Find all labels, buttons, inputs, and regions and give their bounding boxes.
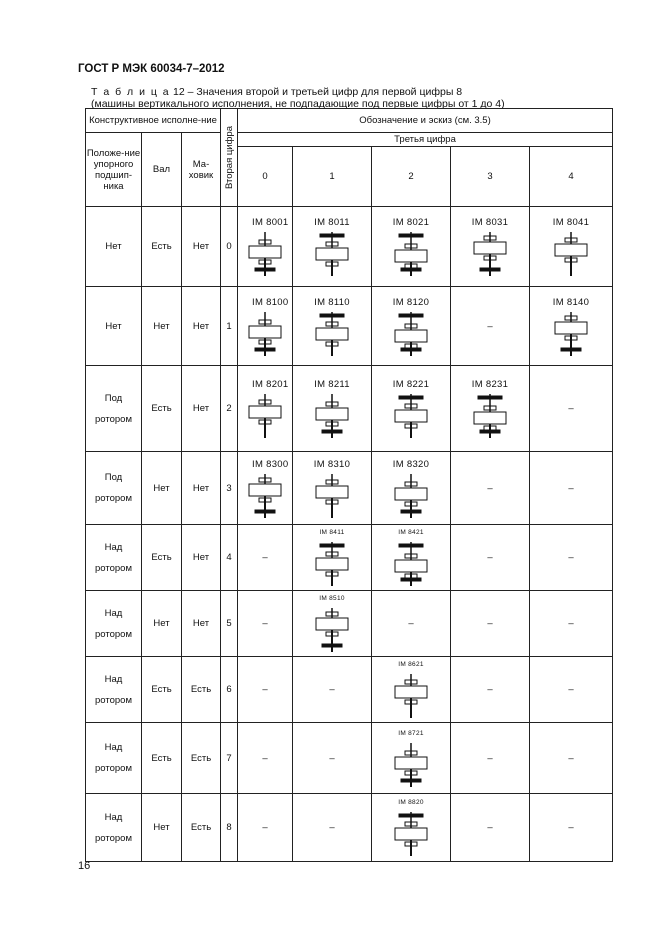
empty-designation-cell [451,525,530,591]
designation-cell [293,525,372,591]
machine-sketch-icon [389,230,433,280]
bearing-position-cell [86,591,142,657]
empty-designation-cell [238,591,293,657]
third-digit-2: 2 [372,147,451,207]
shaft-cell: Есть [142,207,182,287]
im-code-label: IM 8201 [252,379,289,390]
empty-designation-cell [372,591,451,657]
im-code-label: IM 8100 [252,296,289,308]
flywheel-cell: Есть [182,657,221,723]
caption-line-1: 12 – Значения второй и третьей цифр для первой цифры 8 [173,86,463,98]
second-digit-cell: 0 [221,207,238,287]
empty-designation-cell [530,452,613,525]
im-code-label: IM 8120 [392,296,430,308]
dash-text: – [568,618,574,629]
empty-designation-cell [451,723,530,794]
bearing-position-text: ротором [95,562,132,574]
empty-designation-cell [530,794,613,862]
table-caption [91,86,505,110]
bearing-position-cell [86,366,142,452]
shaft-cell: Есть [142,525,182,591]
table-row [86,525,613,591]
machine-sketch-icon [389,472,433,522]
bearing-position-text: Над [104,742,123,753]
flywheel-cell: Есть [182,723,221,794]
shaft-cell: Есть [142,366,182,452]
machine-sketch-icon [468,230,512,280]
empty-designation-cell [293,794,372,862]
header-third-digit: Третья цифра [238,133,613,147]
page-number: 16 [78,860,91,872]
bearing-position-text: Нет [105,241,122,252]
bearing-position-text: Над [104,811,123,823]
dash-text: – [487,752,493,764]
bearing-position-text: ротором [95,694,132,706]
dash-text: – [329,822,335,833]
third-digit-1: 1 [293,147,372,207]
machine-sketch-icon [310,540,354,590]
bearing-position-cell [86,525,142,591]
empty-designation-cell [530,657,613,723]
dash-text: – [568,482,574,494]
flywheel-cell: Нет [182,452,221,525]
bearing-position-cell [86,207,142,287]
designation-cell [372,723,451,794]
im-code-label: IM 8621 [398,661,424,668]
document-header: ГОСТ Р МЭК 60034-7–2012 [78,63,225,75]
empty-designation-cell [238,723,293,794]
im-code-label: IM 8231 [471,379,509,390]
table-row [86,207,613,287]
designation-cell [372,207,451,287]
bearing-position-text: ротором [95,832,132,844]
designation-cell [372,657,451,723]
header-bearing-position: Положе-ние упорного подшип-ника [86,133,142,207]
designation-cell [238,207,293,287]
dash-text: – [487,552,493,563]
second-digit-cell: 1 [221,287,238,366]
bearing-position-text: Над [104,607,123,619]
table-row [86,723,613,794]
table-row [86,657,613,723]
header-designation: Обозначение и эскиз (см. 3.5) [238,109,613,133]
machine-sketch-icon [468,392,512,442]
dash-text: – [262,752,268,764]
dash-text: – [568,752,574,764]
machine-sketch-icon [310,310,354,360]
empty-designation-cell [451,591,530,657]
header-design: Конструктивное исполне-ние [86,109,221,133]
dash-text: – [487,684,493,695]
designation-cell [372,794,451,862]
im-code-label: IM 8510 [319,595,345,602]
header-shaft: Вал [142,133,182,207]
machine-sketch-icon [389,810,433,860]
dash-text: – [487,320,493,332]
designation-cell [293,452,372,525]
im-code-label: IM 8310 [313,458,351,470]
im-code-label: IM 8820 [398,799,424,806]
dash-text: – [568,403,574,414]
bearing-position-text: Над [104,541,123,553]
machine-sketch-icon [243,472,287,522]
flywheel-cell: Нет [182,366,221,452]
bearing-position-cell [86,657,142,723]
designation-cell [238,366,293,452]
im-code-label: IM 8320 [392,458,430,470]
empty-designation-cell [530,591,613,657]
bearing-position-text: Нет [105,320,122,332]
machine-sketch-icon [243,392,287,442]
dash-text: – [568,552,574,563]
dash-text: – [568,822,574,833]
empty-designation-cell [451,794,530,862]
header-flywheel: Ма-ховик [182,133,221,207]
empty-designation-cell [293,723,372,794]
im-code-label: IM 8721 [398,729,424,737]
designation-cell [372,366,451,452]
machine-sketch-icon [389,741,433,791]
dash-text: – [568,684,574,695]
shaft-cell: Нет [142,452,182,525]
table-row [86,452,613,525]
second-digit-cell: 6 [221,657,238,723]
designation-cell [293,207,372,287]
im-code-label: IM 8140 [552,296,590,308]
im-code-label: IM 8211 [314,379,350,390]
dash-text: – [408,618,414,629]
dash-text: – [262,684,268,695]
designation-cell [293,591,372,657]
im-code-label: IM 8221 [392,379,430,390]
dash-text: – [487,822,493,833]
bearing-position-cell [86,452,142,525]
designation-cell [372,452,451,525]
bearing-position-cell [86,287,142,366]
empty-designation-cell [530,723,613,794]
shaft-cell: Нет [142,794,182,862]
machine-sketch-icon [389,540,433,590]
flywheel-cell: Есть [182,794,221,862]
third-digit-4: 4 [530,147,613,207]
bearing-position-cell [86,723,142,794]
machine-sketch-icon [389,392,433,442]
second-digit-cell: 2 [221,366,238,452]
second-digit-cell: 4 [221,525,238,591]
empty-designation-cell [451,657,530,723]
machine-sketch-icon [243,230,287,280]
im-code-label: IM 8031 [471,217,509,228]
third-digit-3: 3 [451,147,530,207]
bearing-position-text: Под [104,392,123,404]
empty-designation-cell [451,287,530,366]
shaft-cell: Нет [142,287,182,366]
table-row [86,287,613,366]
dash-text: – [262,822,268,833]
second-digit-cell: 5 [221,591,238,657]
empty-designation-cell [451,452,530,525]
machine-sketch-icon [389,310,433,360]
header-second-digit: Вторая цифра [221,109,238,207]
dash-text: – [329,752,335,764]
table-row [86,366,613,452]
flywheel-cell: Нет [182,525,221,591]
machine-sketch-icon [243,310,287,360]
im-code-label: IM 8300 [252,458,289,470]
im-code-label: IM 8021 [392,217,430,228]
third-digit-0: 0 [238,147,293,207]
designation-cell [451,207,530,287]
im-code-label: IM 8041 [552,217,590,228]
designation-cell [238,287,293,366]
caption-line-2: (машины вертикального исполнения, не подпадающие под первые цифры от 1 до 4) [91,98,505,110]
shaft-cell: Есть [142,723,182,794]
im-code-label: IM 8011 [314,217,350,228]
machine-sketch-icon [549,230,593,280]
machine-sketch-icon [310,392,354,442]
bearing-position-text: ротором [95,763,132,774]
table-row [86,794,613,862]
designation-cell [530,207,613,287]
bearing-position-cell [86,794,142,862]
designation-cell [451,366,530,452]
flywheel-cell: Нет [182,591,221,657]
im-code-label: IM 8001 [252,217,289,228]
second-digit-cell: 7 [221,723,238,794]
flywheel-cell: Нет [182,207,221,287]
im-code-label: IM 8411 [319,529,345,536]
dash-text: – [487,618,493,629]
empty-designation-cell [238,657,293,723]
machine-sketch-icon [310,472,354,522]
bearing-position-text: ротором [95,628,132,640]
designation-cell [293,287,372,366]
bearing-position-text: Под [104,472,123,483]
caption-prefix: Т а б л и ц а [91,86,171,98]
designation-cell [372,287,451,366]
designation-cell [530,287,613,366]
empty-designation-cell [530,525,613,591]
dash-text: – [487,482,493,494]
empty-designation-cell [238,794,293,862]
machine-sketch-icon [310,230,354,280]
empty-designation-cell [530,366,613,452]
bearing-position-text: Над [104,673,123,685]
bearing-position-text: ротором [95,493,132,504]
designation-cell [372,525,451,591]
second-digit-cell: 8 [221,794,238,862]
dash-text: – [329,684,335,695]
shaft-cell: Нет [142,591,182,657]
machine-sketch-icon [549,310,593,360]
machine-sketch-icon [389,672,433,722]
flywheel-cell: Нет [182,287,221,366]
machine-sketch-icon [310,606,354,656]
table-row [86,591,613,657]
bearing-position-text: ротором [95,413,132,425]
designation-cell [293,366,372,452]
empty-designation-cell [238,525,293,591]
designation-cell [238,452,293,525]
second-digit-cell: 3 [221,452,238,525]
dash-text: – [262,618,268,629]
empty-designation-cell [293,657,372,723]
shaft-cell: Есть [142,657,182,723]
dash-text: – [262,552,268,563]
designation-table [85,108,613,862]
im-code-label: IM 8421 [398,529,424,536]
im-code-label: IM 8110 [314,296,350,308]
